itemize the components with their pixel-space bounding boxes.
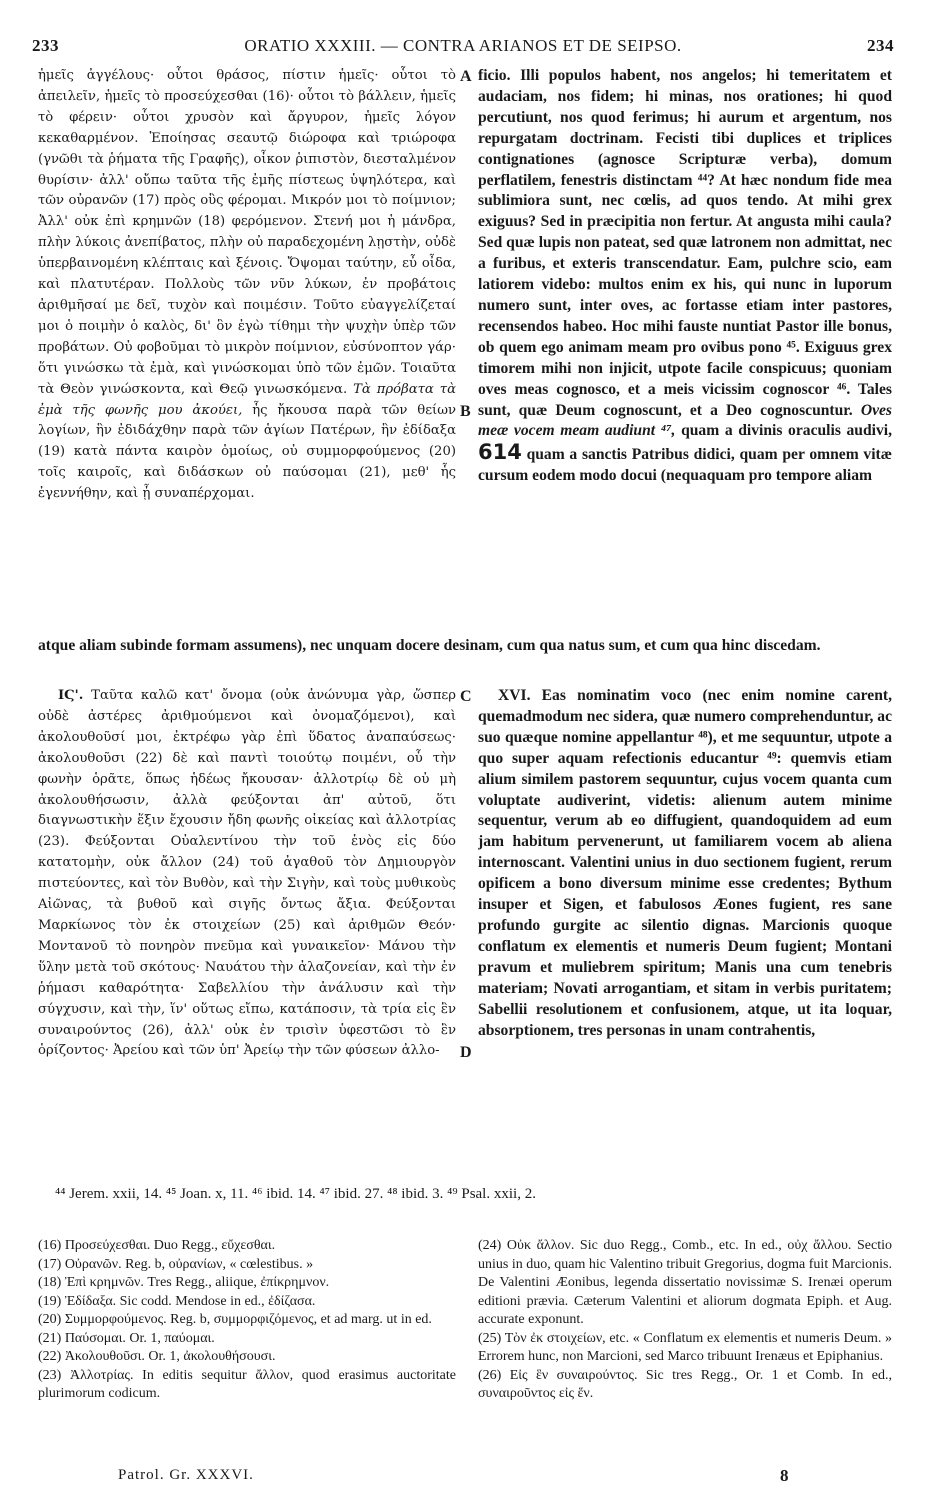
- margin-mark-d: D: [460, 1044, 472, 1061]
- latin-column-section2: [478, 686, 892, 1168]
- note-25: (25) Τὸν ἐκ στοιχείων, etc. « Conflatum ex elementis et numeris Deum. » Errorem hunc, non Marcioni, sed Marco tribuunt Irenæus et Epiphanius.: [478, 1330, 892, 1364]
- greek-text: ἡμεῖς ἀγγέλους· οὗτοι θράσος, πίστιν ἡμεῖς· οὗτοι τὸ ἀπειλεῖν, ἡμεῖς τὸ προσεύχεσθαι (16)· οὗτοι τὸ βάλλειν, ἡμεῖς τὸ φέρειν· οὗτοι χρυσὸν καὶ ἄργυρον, ἡμεῖς λόγον κεκαθαρμένον. Ἐποίησας σεαυτῷ διώροφα καὶ τριώροφα (γνῶθι τὰ ῥήματα τῆς Γραφῆς), οἶκον ῥιπιστὸν, διεσταλμένον θυρίσιν· ἀλλ' οὔπω ταῦτα τῆς ἐμῆς πίστεως ὑψηλότερα, καὶ τῶν οὐρανῶν (17) πρὸς οὓς φέρομαι. Μικρόν μοι τὸ ποίμνιον; Ἀλλ' οὐκ ἐπὶ κρημνῶν (18) φερόμενον. Στενή μοι ἡ μάνδρα, πλὴν λύκοις ἀνεπίβατος, πλὴν οὐ παραδεχομένη λῃστὴν, οὐδὲ ὑπερβαινομένη κλέπταις καὶ ξένοις. Ὄψομαι ταύτην, εὖ οἶδα, καὶ πλατυτέραν. Πολλοὺς τῶν νῦν λύκων, ἐν προβάτοις ἀριθμῆσαί με δεῖ, τυχὸν καὶ ποιμέσιν. Τοῦτο εὐαγγελίζεταί μοι ὁ ποιμὴν ὁ καλὸς, δι' ὃν ἐγὼ τίθημι τὴν ψυχὴν ὑπὲρ τῶν προβάτων. Οὐ φοβοῦμαι τὸ μικρὸν ποίμνιον, εὐσύνοπτον γάρ· ὅτι γινώσκω τὰ ἐμὰ, καὶ γινώσκομαι ὑπὸ τῶν ἐμῶν. Τοιαῦτα τὰ Θεὸν γινώσκοντα, καὶ Θεῷ γινωσκόμενα.: [38, 68, 456, 397]
- scripture-references: ⁴⁴ Jerem. xxii, 14. ⁴⁵ Joan. x, 11. ⁴⁶ ibid. 14. ⁴⁷ ibid. 27. ⁴⁸ ibid. 3. ⁴⁹ Psal. xxii, 2.: [55, 1186, 536, 1202]
- latin-text: XVI. Eas nominatim voco (nec enim nomine carent, quemadmodum nec sidera, quæ numero comprehenduntur, ac suo quæque nomine appellantur ⁴⁸), et me sequuntur, utpote a quo super aquam refectionis educantur ⁴⁹: quemvis etiam alium similem pastorem sequuntur, cujus vocem quanta cum voluptate audiverint, videtis: alienum autem minime sequentur, verum ab eo diffugient, quandoquidem ad eum jam habitum pervenerunt, ut familiarem vocem ab aliena internoscant. Valentini unius in duo sectionem fugient, rerum opificem a bono diversum minime esse credentes; Bythum insuper et Sigen, et fabulosos Æones fugient, res sane profundo gurgite ac silentio dignas. Marcionis quoque conflatum ex elementis et numeris Deum fugient; Montani pravum et muliebrem spiritum; Manis una cum tenebris materiam; Novati arrogantiam, et sitam in verbis puritatem; Sabellii resolutionem et confusionem, atque, ut ita loquar, absorptionem, tres personas in unam contrahentis,: [478, 687, 892, 1039]
- note-16: (16) Προσεύχεσθαι. Duo Regg., εὔχεσθαι.: [38, 1238, 276, 1253]
- greek-text-end: ἧς ἤκουσα παρὰ τῶν θείων λογίων, ἣν ἐδιδάχθην παρὰ τῶν ἁγίων Πατέρων, ἣν ἐδίδαξα (19) κατὰ πάντα καιρὸν ὁμοίως, οὐ συμμορφούμενος (20) τοῖς καιροῖς, καὶ διδάσκων οὐ παύσομαι (21), μεθ' ἧς ἐγεννήθην, καὶ ᾗ συναπέρχομαι.: [38, 402, 456, 502]
- margin-mark-b: B: [460, 403, 471, 420]
- notes-left-column: [38, 1237, 456, 1463]
- greek-quote: Τὰ πρόβατα τὰ ἐμὰ τῆς φωνῆς μου ἀκούει,: [38, 381, 456, 418]
- note-19: (19) Ἐδίδαξα. Sic codd. Mendose in ed., ἐδίζασα.: [38, 1293, 316, 1309]
- page-number-left: 233: [32, 36, 59, 55]
- note-20: (20) Συμμορφούμενος. Reg. b, συμμορφιζόμενος, et ad marg. ut in ed.: [38, 1312, 432, 1327]
- note-22: (22) Ἀκολουθοῦσι. Or. 1, ἀκολουθήσουσι.: [38, 1349, 276, 1364]
- note-18: (18) Ἐπὶ κρημνῶν. Tres Regg., aliique, ἐπίκρημνον.: [38, 1275, 330, 1290]
- footer-signature: Patrol. Gr. XXXVI.: [118, 1467, 254, 1483]
- note-24: (24) Οὐκ ἄλλον. Sic duo Regg., Comb., etc. In ed., οὐχ ἄλλου. Sectio unius in duo, quam hic Valentino tribuit Gregorius, dogma fuit Marcionis. De Valentini Æonibus, legenda dissertatio novissimæ S. Irenæi operum editioni prævia. Cæterum Valentini et aliorum dogmata Epiph. et Aug. accurate exponunt.: [478, 1238, 892, 1327]
- footer-sheet-number: 8: [780, 1466, 789, 1485]
- note-26: (26) Εἰς ἓν συναιρούντος. Sic tres Regg., Or. 1 et Comb. In ed., συναιροῦντος εἰς ἕν.: [478, 1367, 892, 1401]
- note-17: (17) Οὐρανῶν. Reg. b, οὐρανίων, « cœlestibus. »: [38, 1256, 314, 1272]
- latin-text-end: quam a sanctis Patribus didici, quam per omnem vitæ cursum eodem modo docui (nequaquam pro tempore aliam: [478, 446, 892, 485]
- running-title: ORATIO XXXIII. — CONTRA ARIANOS ET DE SEIPSO.: [244, 36, 682, 55]
- latin-quote: Oves meæ vocem meam audiunt ⁴⁷,: [478, 401, 892, 440]
- latin-text: ficio. Illi populos habent, nos angelos; hi temeritatem et audaciam, nos fidem; hi minas, nos orationes; hi quod percutiunt, nos quod ferimus; hi aurum et argentum, nos repurgatam doctrinam. Fecisti tibi duplices et triplices contignationes (agnosce Scripturæ verba), domum perflatilem, fenestris distinctam ⁴⁴? At hæc nondum fide mea sublimiora sunt, nec cœlis, ad quos tendo. At mihi grex exiguus? Sed in præcipitia non fertur. At angusta mihi caula? Sed quæ lupis non pateat, sed quæ latronem non admittat, nec a furibus, et exteris transcendatur. Eam, pulchre scio, eam latiorem videbo: multos enim ex his, qui nunc in luporum numero sunt, inter oves, ac fortasse etiam inter pastores, recensendos habeo. Hoc mihi fauste nuntiat Pastor ille bonus, ob quem ego animam meam pro ovibus pono ⁴⁵. Exiguus grex timorem mihi non injicit, utpote facile conspicuus; quoniam oves meas cognosco, et a meis vicissim cognoscor ⁴⁶. Tales sunt, quæ Deum cognoscunt, et a Deo cognoscuntur.: [478, 67, 892, 419]
- greek-section-number: ΙϚ'.: [58, 688, 84, 703]
- margin-mark-c: C: [460, 688, 472, 705]
- note-21: (21) Παύσομαι. Or. 1, παύομαι.: [38, 1330, 215, 1346]
- latin-column-section1: [478, 66, 892, 631]
- greek-column-section2: [38, 686, 456, 1168]
- column-number: 614: [478, 440, 522, 465]
- greek-text: Ταῦτα καλῶ κατ' ὄνομα (οὐκ ἀνώνυμα γὰρ, ὥσπερ οὐδὲ ἀστέρες ἀριθμούμενοι καὶ ὀνομαζόμενοι), καὶ ἀκολουθοῦσί μοι, ἐκτρέφω γὰρ ἐπὶ ὕδατος ἀναπαύσεως· ἀκολουθοῦσι (22) δὲ καὶ παντὶ τοιούτῳ ποιμένι, οὗ τὴν φωνὴν ὁρᾶτε, ὅπως ἡδέως ἤκουσαν· ἀλλοτρίῳ δὲ οὐ μὴ ἀκολουθήσωσιν, ἀλλὰ φεύξονται ἀπ' αὐτοῦ, ὅτι διαγνωστικὴν ἕξιν ἔχουσιν ἤδη φωνῆς οἰκείας καὶ ἀλλοτρίας (23). Φεύξονται Οὐαλεντίνου τὴν τοῦ ἑνὸς εἰς δύο κατατομὴν, οὐκ ἄλλον (24) τοῦ ἀγαθοῦ τὸν Δημιουργὸν πιστεύοντες, καὶ τὸν Βυθὸν, καὶ τὴν Σιγὴν, καὶ τοὺς μυθικοὺς Αἰῶνας, τὰ βυθοῦ καὶ σιγῆς ὄντως ἄξια. Φεύξονται Μαρκίωνος τὸν ἐκ στοιχείων (25) καὶ ἀριθμῶν Θεόν· Μοντανοῦ τὸ πονηρὸν πνεῦμα καὶ γυναικεῖον· Μάνου τὴν ὕλην μετὰ τοῦ σκότους· Ναυάτου τὴν ἀλαζονείαν, καὶ τὴν ἐν ῥήμασι καθαρότητα· Σαβελλίου τὴν ἀνάλυσιν καὶ τὴν σύγχυσιν, καὶ τὴν, ἵν' οὕτως εἴπω, κατάποσιν, τὰ τρία εἰς ἓν συναιρούντος (26), ἀλλ' οὐκ ἐν τρισὶν ὑφεστῶσι τὸ ἓν ὁρίζοντος· Ἀρείου καὶ τῶν ὑπ' Ἀρείῳ τὴν τῶν φύσεων ἀλλο-: [38, 688, 456, 1059]
- page-number-right: 234: [867, 36, 894, 55]
- latin-full-width-line: atque aliam subinde formam assumens), nec unquam docere desinam, cum qua natus sum, et cum qua hinc discedam.: [38, 637, 821, 654]
- note-23: (23) Ἀλλοτρίας. In editis sequitur ἄλλον, quod erasimus auctoritate plurimorum codicum.: [38, 1367, 456, 1401]
- latin-text-mid: quam a divinis oraculis audivi,: [681, 422, 892, 440]
- notes-right-column: [478, 1237, 892, 1463]
- margin-mark-a: A: [460, 68, 472, 85]
- page-header: [32, 36, 894, 62]
- greek-column-section1: [38, 66, 456, 631]
